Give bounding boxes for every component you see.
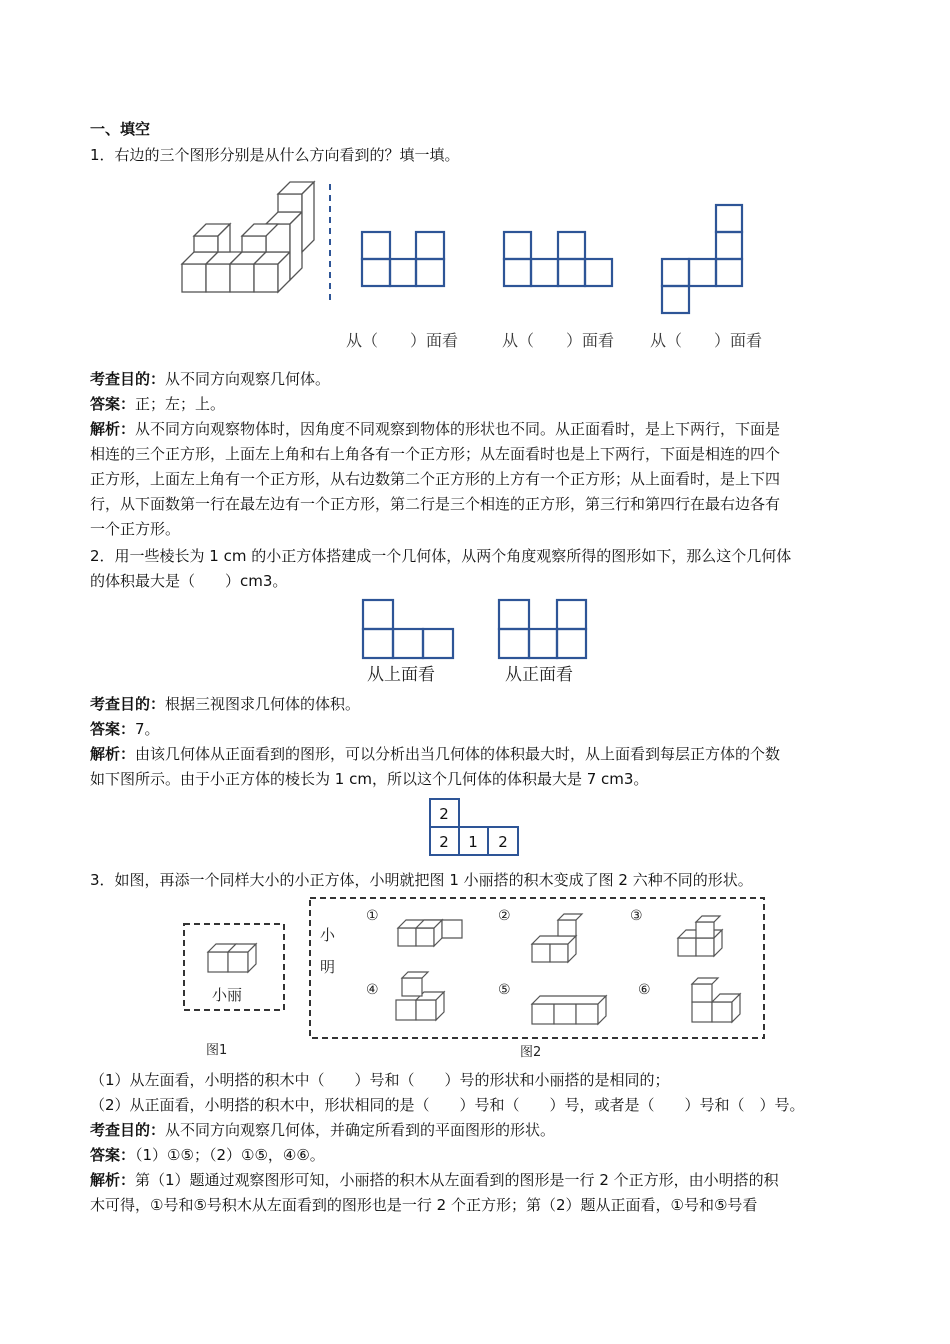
num-5: ⑤ (498, 982, 511, 998)
q1-answer: 答案：正；左；上。 (90, 395, 226, 413)
grid-cell-1: 2 (439, 833, 449, 851)
view-left-drawing (504, 232, 612, 286)
q3-analysis-1: 解析：第（1）题通过观察图形可知，小丽搭的积木从左面看到的图形是一行 2 个正方形，由小明搭的积 (90, 1171, 779, 1189)
num-4: ④ (366, 982, 379, 998)
section-title: 一、填空 (90, 120, 151, 138)
q2-views (355, 596, 605, 688)
q3-sub1: （1）从左面看，小明搭的积木中（ ）号和（ ）号的形状和小丽搭的是相同的； (90, 1071, 670, 1089)
grid-cell-3: 2 (498, 833, 508, 851)
q2-analysis-1: 解析：由该几何体从正面看到的图形，可以分析出当几何体的体积最大时，从上面看到每层正方体的个数 (90, 745, 781, 763)
view-front-drawing (362, 232, 444, 286)
num-3: ③ (630, 908, 643, 924)
fig1-label: 图1 (206, 1043, 228, 1058)
grid-cell-top: 2 (439, 805, 449, 823)
q2-analysis-2: 如下图所示。由于小正方体的棱长为 1 cm，所以这个几何体的体积最大是 7 cm3。 (90, 770, 649, 788)
num-6: ⑥ (638, 982, 651, 998)
xiaoli-label: 小丽 (212, 986, 243, 1004)
q2-answer: 答案：7。 (90, 720, 160, 738)
q1-figure (170, 180, 770, 360)
q1-caption-left: 从（ ）面看 (502, 331, 615, 350)
xiaoming-label-1: 小 (320, 926, 336, 944)
view-top-label: 从上面看 (367, 665, 435, 685)
q1-analysis-5: 一个正方形。 (90, 520, 181, 538)
q3-question: 3．如图，再添一个同样大小的小正方体，小明就把图 1 小丽搭的积木变成了图 2 六种不同的形状。 (90, 871, 753, 889)
q1-purpose: 考查目的：从不同方向观察几何体。 (90, 370, 331, 388)
q1-analysis-4: 行，从下面数第一行在最左边有一个正方形，第二行是三个相连的正方形，第三行和第四行在最右边各有 (90, 495, 781, 513)
q3-purpose: 考查目的：从不同方向观察几何体，并确定所看到的平面图形的形状。 (90, 1121, 556, 1139)
q3-sub2: （2）从正面看，小明搭的积木中，形状相同的是（ ）号和（ ）号，或者是（ ）号和（ ）号。 (90, 1096, 805, 1114)
xiaoming-label-2: 明 (320, 958, 336, 976)
num-2: ② (498, 908, 511, 924)
cube-stack-drawing (182, 182, 314, 292)
q2-question-1: 2．用一些棱长为 1 cm 的小正方体搭建成一个几何体，从两个角度观察所得的图形如下，那么这个几何体 (90, 547, 792, 565)
q2-purpose: 考查目的：根据三视图求几何体的体积。 (90, 695, 361, 713)
q1-caption-front: 从（ ）面看 (346, 331, 459, 350)
q2-question-2: 的体积最大是（ ）cm3。 (90, 572, 288, 590)
view-top-drawing (662, 205, 742, 313)
q2-count-grid (428, 797, 524, 859)
q3-figure (180, 894, 780, 1060)
q1-question: 1．右边的三个图形分别是从什么方向看到的？填一填。 (90, 146, 460, 164)
q1-caption-top: 从（ ）面看 (650, 331, 763, 350)
q3-answer: 答案：（1）①⑤；（2）①⑤，④⑥。 (90, 1146, 325, 1164)
fig2-label: 图2 (520, 1045, 542, 1060)
q1-analysis-3: 正方形，上面左上角有一个正方形，从右边数第二个正方形的上方有一个正方形；从上面看时，是上下四 (90, 470, 781, 488)
grid-cell-2: 1 (468, 833, 478, 851)
q1-analysis-2: 相连的三个正方形，上面左上角和右上角各有一个正方形；从左面看时也是上下两行，下面是相连的四个 (90, 445, 781, 463)
view-front-label: 从正面看 (505, 665, 573, 685)
q1-analysis-1: 解析：从不同方向观察物体时，因角度不同观察到物体的形状也不同。从正面看时，是上下两行，下面是 (90, 420, 781, 438)
q3-analysis-2: 木可得，①号和⑤号积木从左面看到的图形也是一行 2 个正方形；第（2）题从正面看，①号和⑤号看 (90, 1196, 758, 1214)
num-1: ① (366, 908, 379, 924)
